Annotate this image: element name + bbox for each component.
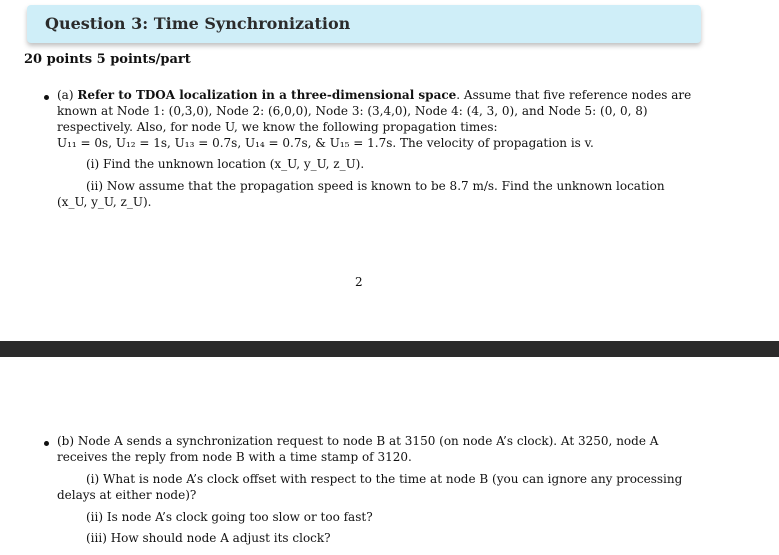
part-a-line-1 (57, 87, 691, 103)
part-a-line-3: respectively. Also, for node U, we know the following propagation times: (57, 120, 498, 134)
part-a-sub-i: (i) Find the unknown location (x_U, y_U, z_U). (86, 157, 365, 171)
bullet-a (44, 95, 49, 100)
part-a-bold-heading: Refer to TDOA localization in a three-dimensional space (77, 88, 457, 102)
points-label: 20 points 5 points/part (24, 52, 191, 67)
part-a-line-2: known at Node 1: (0,3,0), Node 2: (6,0,0), Node 3: (3,4,0), Node 4: (4, 3, 0), and Node 5: (0, 0, 8) (57, 104, 648, 118)
part-b-sub-i-line-2: delays at either node)? (57, 488, 197, 502)
question-title: Question 3: Time Synchronization (45, 14, 351, 33)
part-a-line-1-rest: . Assume that five reference nodes are (456, 88, 692, 102)
bullet-b (44, 441, 49, 446)
part-b-sub-iii: (iii) How should node A adjust its clock? (86, 531, 331, 545)
part-b-sub-ii: (ii) Is node A’s clock going too slow or too fast? (86, 510, 373, 524)
question-title-banner (27, 5, 701, 43)
part-a-sub-ii-line-1: (ii) Now assume that the propagation speed is known to be 8.7 m/s. Find the unknown location (86, 179, 665, 193)
page-number: 2 (355, 275, 363, 289)
part-a-sub-ii-line-2: (x_U, y_U, z_U). (57, 195, 152, 209)
part-b-sub-i-line-1: (i) What is node A’s clock offset with respect to the time at node B (you can ignore any processing (86, 472, 683, 486)
part-b-line-2: receives the reply from node B with a time stamp of 3120. (57, 450, 412, 464)
part-a-propagation-times: U₁₁ = 0s, U₁₂ = 1s, U₁₃ = 0.7s, U₁₄ = 0.7s, & U₁₅ = 1.7s. The velocity of propagation is v. (57, 136, 594, 150)
part-b-line-1: (b) Node A sends a synchronization request to node B at 3150 (on node A’s clock). At 3250, node A (57, 434, 659, 448)
page-break-divider (0, 341, 779, 357)
part-a-prefix: (a) (57, 88, 78, 102)
